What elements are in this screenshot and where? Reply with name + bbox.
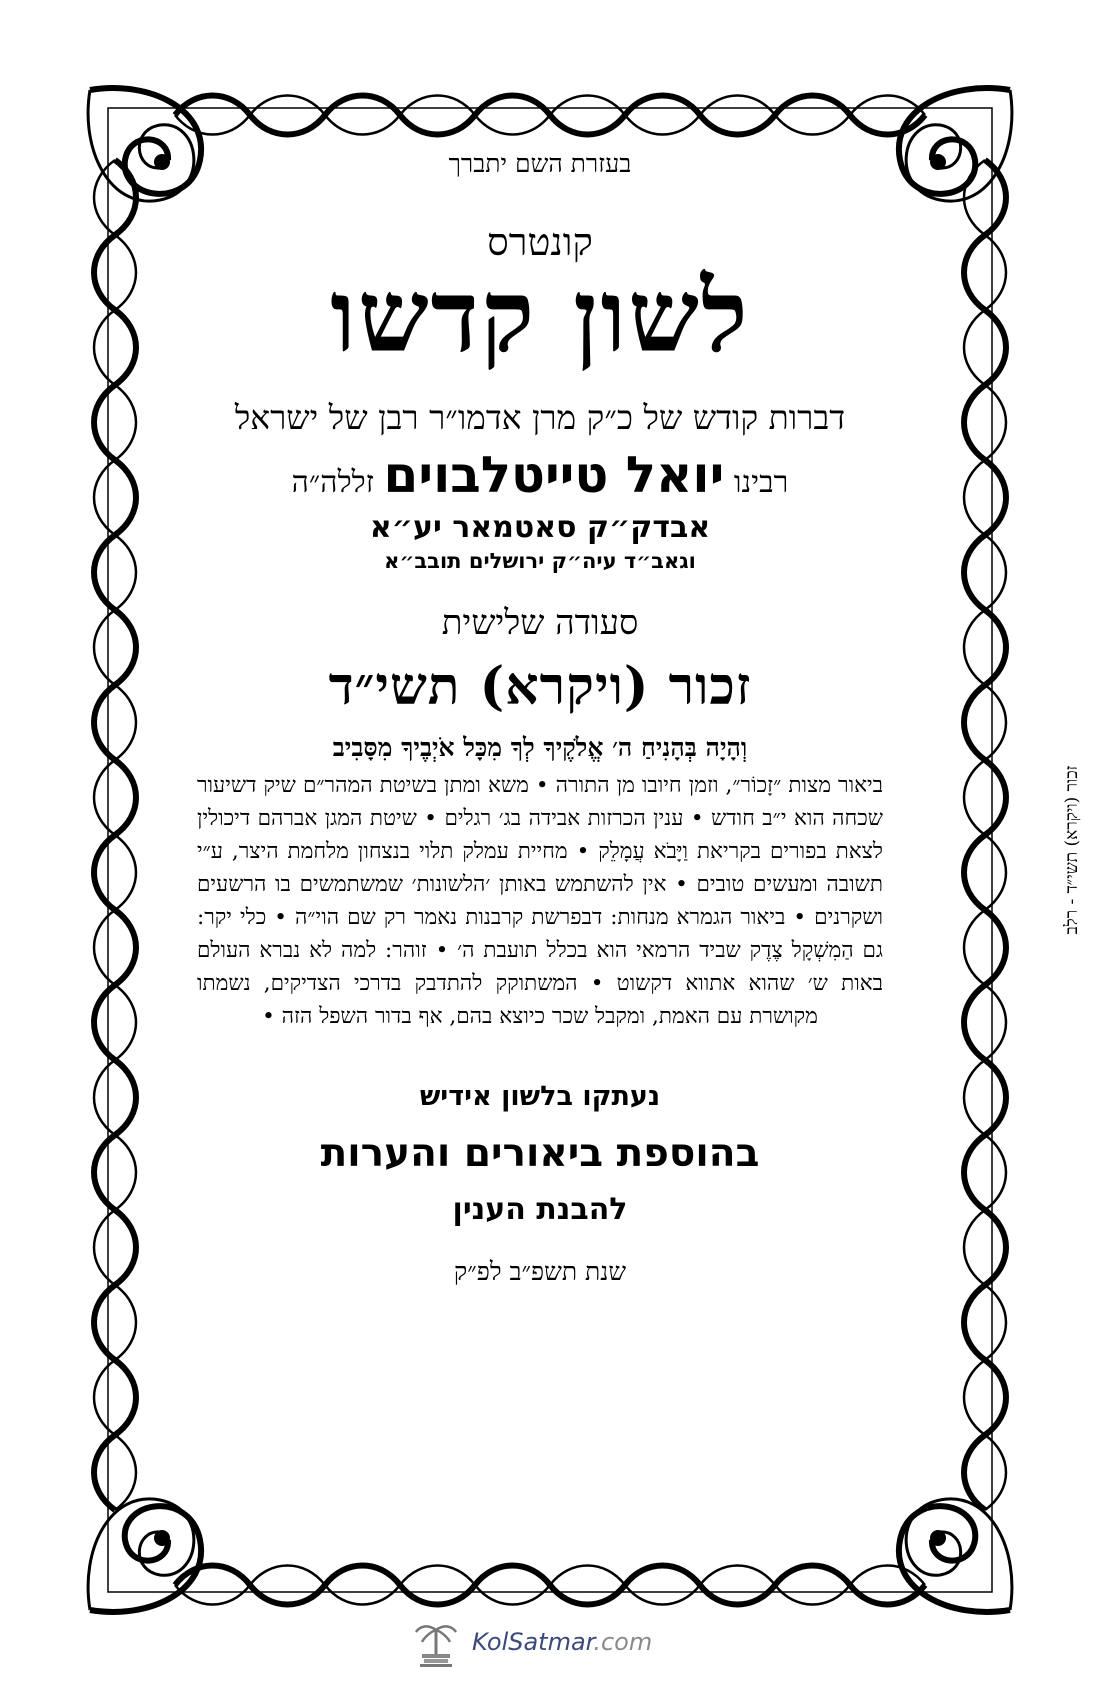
site-watermark [412,1620,692,1668]
palm-tree-books-icon [412,1620,460,1668]
addition-note: בהוספת ביאורים והערות [320,1131,760,1177]
cover-content [195,150,885,1286]
top-border [175,96,925,135]
understanding-note: להבנת הענין [452,1192,628,1228]
meal-label: סעודה שלישית [441,602,639,643]
left-border [94,160,136,1510]
av-beit-din-satmar: אבדק״ק סאטמאר יע״א [369,509,711,545]
brand-main: KolSatmar [472,1628,594,1656]
av-beit-din-jerusalem: וגאב״ד עיה״ק ירושלים תובב״א [384,549,696,574]
bottom-border [175,1566,925,1605]
translated-note: נעתקו בלשון אידיש [419,1081,661,1113]
rabbi-name: יואל טייטלבוים [383,446,725,505]
blessing-line: בעזרת השם יתברך [448,149,632,178]
right-border [964,160,1006,1510]
words-line: דברות קודש של כ״ק מרן אדמו״ר רבן של ישראל [234,398,846,438]
rabbi-line [195,447,885,505]
rabbi-prefix: רבינו [733,465,789,501]
year-line: שנת תשפ״ב לפ״ק [453,1256,627,1286]
site-brand[interactable] [472,1628,652,1656]
book-title: לשון קדשו [330,257,750,376]
rabbi-suffix: זללה״ה [291,465,374,501]
side-label [1052,765,1092,935]
topics-summary: ביאור מצות ״זָכוֹר״, וזמן חיובו מן התורה • משא ומתן בשיטת המהר״ם שיק דשיעור שכחה הוא י״ב חודש • ענין הכרזות אבידה בג׳ רגלים • שיטת המגן אברהם דיכולין לצאת בפורים בקריאת וַיָּבֹא עֲמָלֵק • מחיית עמלק תלוי בנצחון מלחמת היצר, ע״י תשובה ומעשים טובים • אין להשתמש באותן ׳הלשונות׳ שמשתמשים בו הרשעים ושקרנים • ביאור הגמרא מנחות: דבפרשת קרבנות נאמר רק שם הוי״ה • כלי יקר: גם הַמִשְׁקָל צֶדֶק שביד הרמאי הוא בכלל תועבת ה׳ • זוהר: למה לא נברא העולם באות ש׳ שהוא אתווא דקשוט • המשתוקק להתדבק בדרכי הצדיקים, נשמתו מקושרת עם האמת, ומקבל שכר כיוצא בהם, אף בדור השפל הזה • [197,773,883,1030]
side-label-text: זכור (ויקרא) תשי״ד - רלב [1062,765,1082,935]
verse-line: וְהָיָה בְּהָנִיחַ ה׳ אֱלֹקֶיךָ לְךָ מִכָּל אֹיְבֶיךָ מִסָּבִיב [332,733,748,763]
parsha-title: זכור (ויקרא) תשי״ד [328,655,752,717]
brand-tld: .com [593,1628,653,1656]
kuntres-label: קונטרס [487,219,593,264]
